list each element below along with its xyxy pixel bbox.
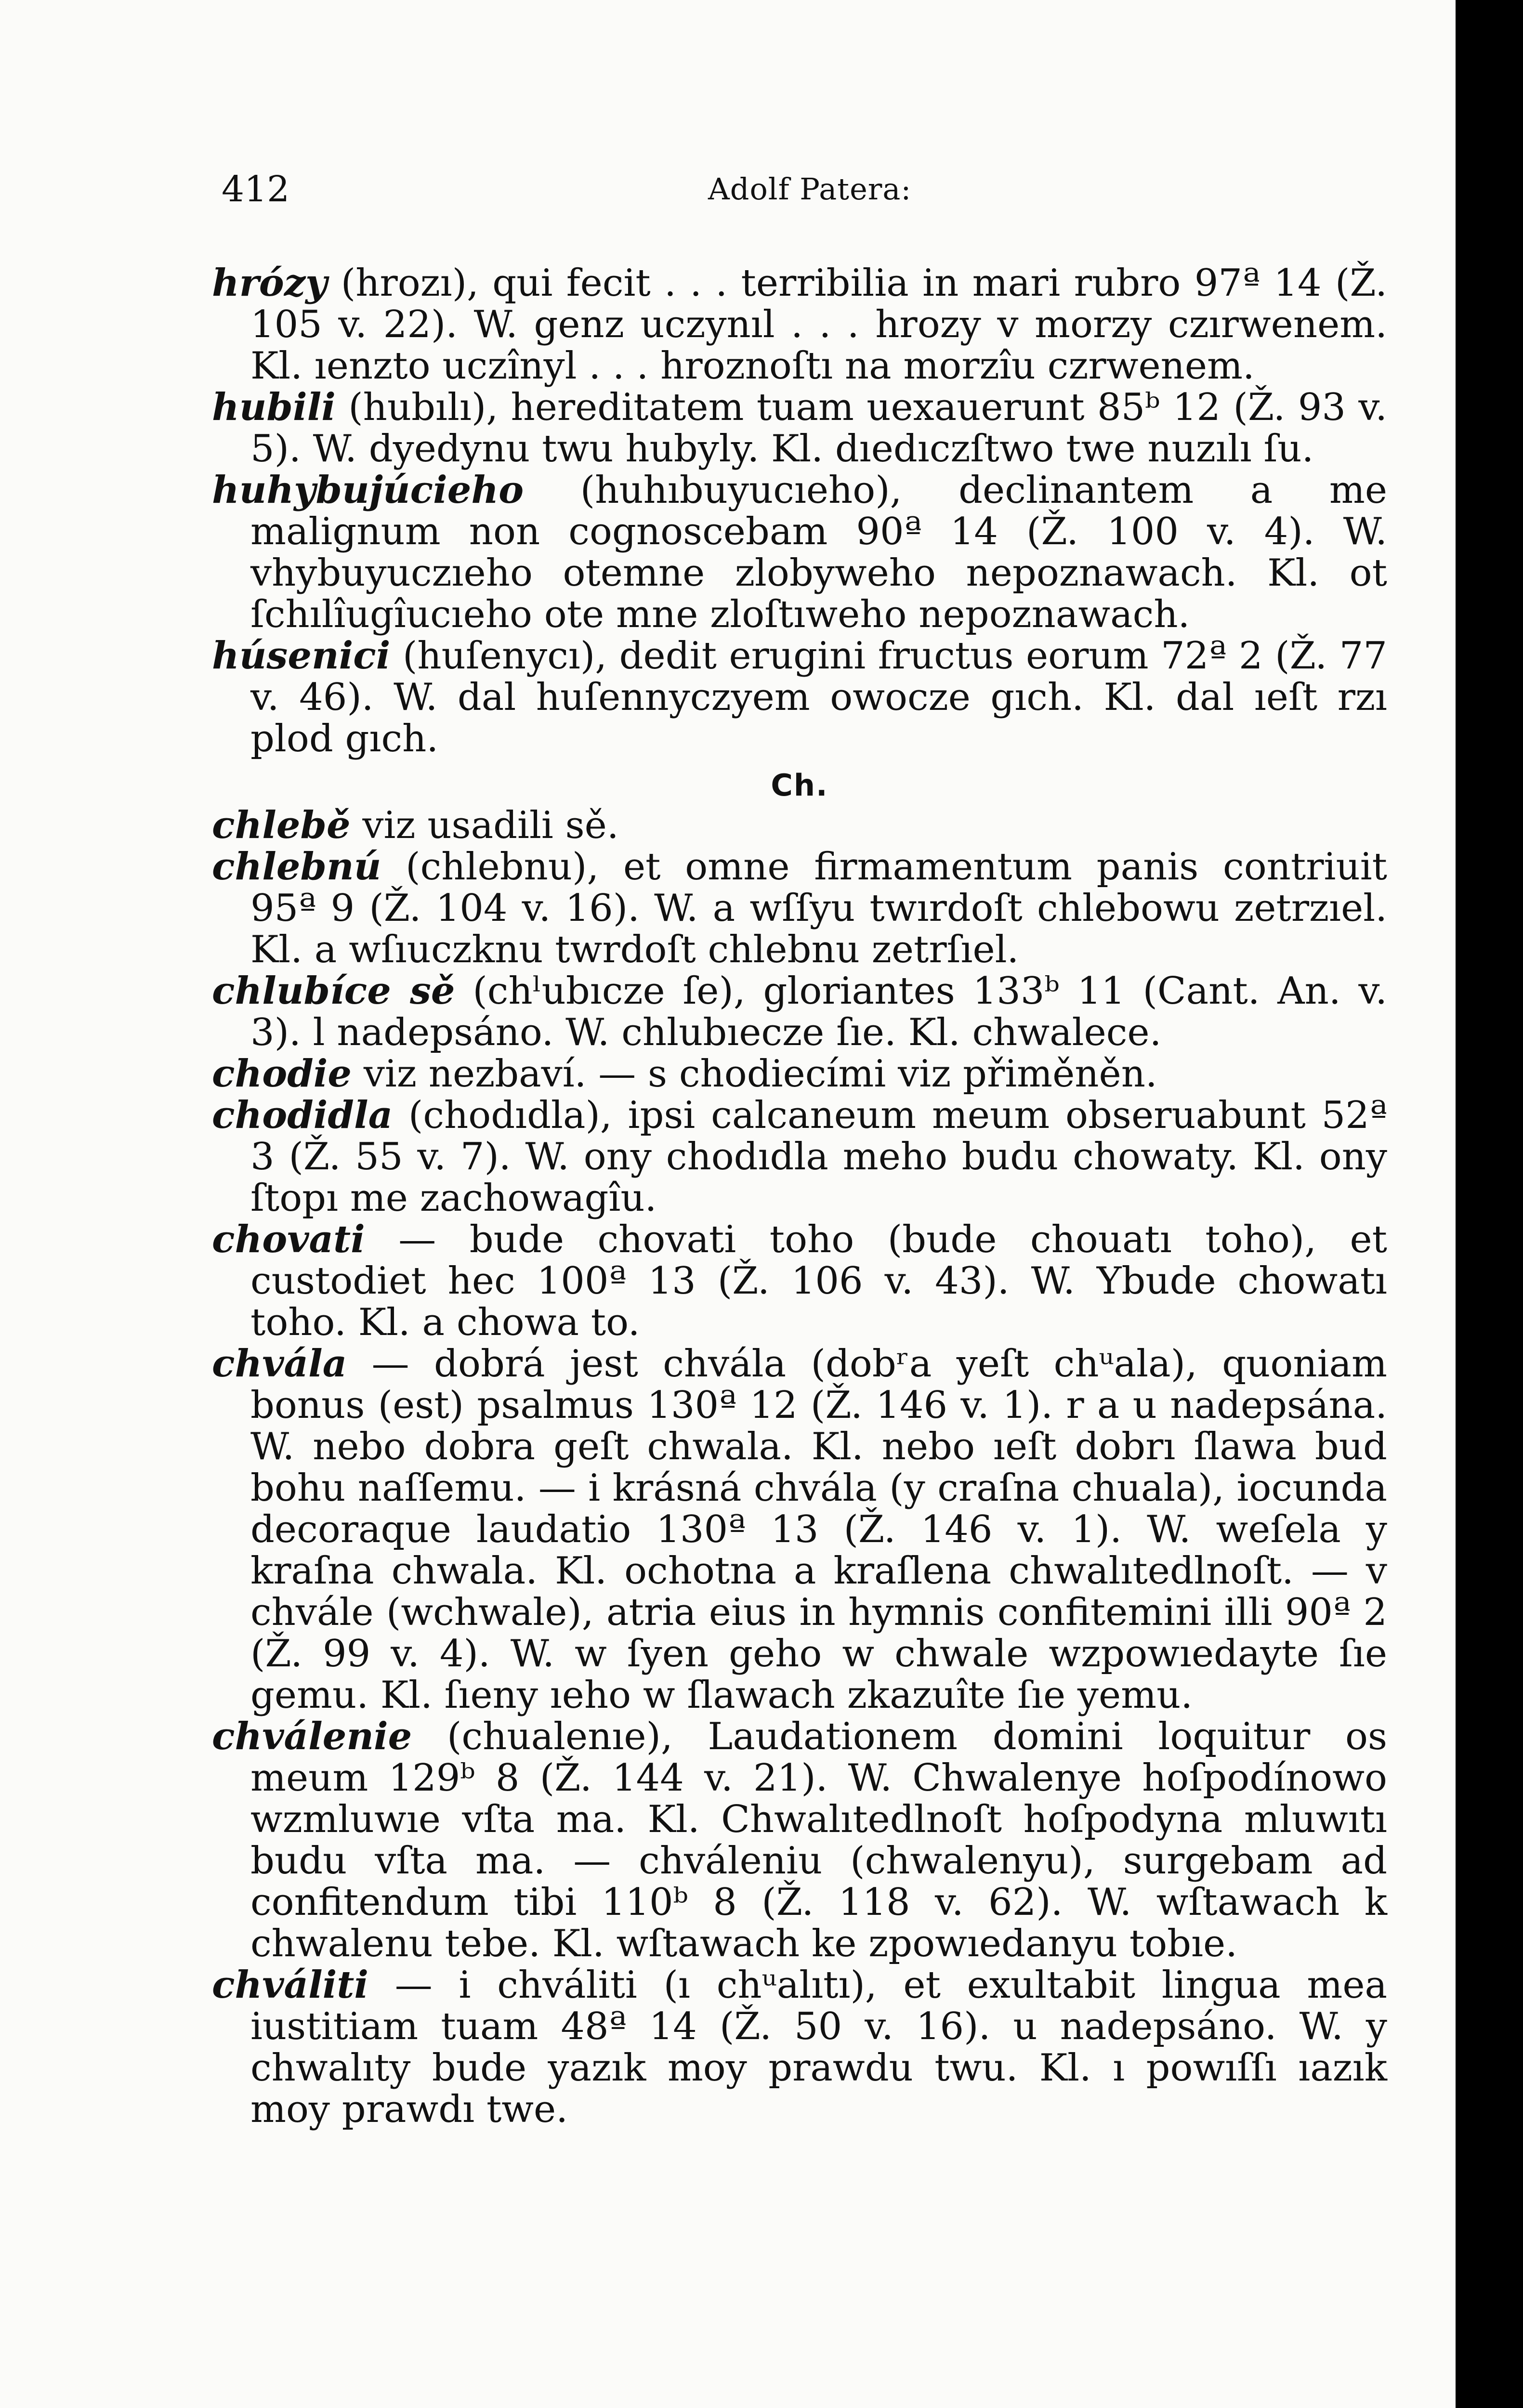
entry-headword: chválenie: [212, 1714, 412, 1758]
dictionary-entry: [212, 635, 1387, 759]
entry-text: (chˡubıcze ſe), gloriantes 133ᵇ 11 (Cant. An. v. 3). l nadepsáno. W. chlubıecze ſıe. Kl. chwalece.: [250, 969, 1388, 1054]
entry-text: viz usadili sě.: [362, 804, 619, 847]
entry-headword: chodidla: [212, 1093, 393, 1137]
dictionary-entry: [212, 262, 1387, 387]
dictionary-entry: [212, 1964, 1387, 2130]
dictionary-entry: [212, 1343, 1387, 1716]
entry-text: (chualenıe), Laudationem domini loquitur os meum 129ᵇ 8 (Ž. 144 v. 21). W. Chwalenye hoſpodínowo wzmluwıe vſta ma. Kl. Chwalıtedlnoſt hoſpodyna mluwıtı budu vſta ma. — chváleniu (chwalenyu), surgebam ad confitendum tibi 110ᵇ 8 (Ž. 118 v. 62). W. wſtawach k chwalenu tebe. Kl. wſtawach ke zpowıedanyu tobıe.: [250, 1715, 1387, 1965]
entry-headword: húsenici: [212, 634, 391, 678]
dictionary-entry: [212, 1716, 1387, 1964]
page-number: 412: [222, 169, 290, 210]
entry-text: (hrozı), qui fecit . . . terribilia in mari rubro 97ª 14 (Ž. 105 v. 22). W. genz uczynıl . . . hrozy v morzy czırwenem. Kl. ıenzto uczînyl . . . hroznoſtı na morzîu czrwenem.: [250, 262, 1387, 388]
dictionary-entry: [212, 805, 1387, 846]
entry-headword: hrózy: [212, 261, 328, 305]
entry-text: (chlebnu), et omne firmamentum panis contriuit 95ª 9 (Ž. 104 v. 16). W. a wſſyu twırdoſt chlebowu zetrzıel. Kl. a wſıuczknu twrdoſt chlebnu zetrſıel.: [250, 845, 1387, 971]
entry-text: — dobrá jest chvála (dobʳa yeſt chᵘala), quoniam bonus (est) psalmus 130ª 12 (Ž. 146 v. 1). r a u nadepsána. W. nebo dobra geſt chwala. Kl. nebo ıeſt dobrı ſlawa bud bohu naſſemu. — i krásná chvála (y craſna chuala), iocunda decoraque laudatio 130ª 13 (Ž. 146 v. 1). W. weſela y kraſna chwala. Kl. ochotna a kraſlena chwalıtedlnoſt. — v chvále (wchwale), atria eius in hymnis confitemini illi 90ª 2 (Ž. 99 v. 4). W. w ſyen geho w chwale wzpowıedayte ſıe gemu. Kl. ſıeny ıeho w ſlawach zkazuîte ſıe yemu.: [250, 1342, 1387, 1717]
dictionary-entry: [212, 970, 1387, 1053]
entry-headword: chlebnú: [212, 845, 381, 889]
entry-headword: chlebě: [212, 803, 351, 847]
entry-headword: chlubíce sě: [212, 969, 455, 1013]
entry-headword: hubili: [212, 385, 336, 429]
running-head: [222, 169, 1397, 222]
dictionary-entry: [212, 1095, 1387, 1219]
dictionary-entry: [212, 387, 1387, 470]
entry-text: viz nezbaví. — s chodiecími viz přiměněn.: [363, 1052, 1157, 1096]
dictionary-entry: [212, 1219, 1387, 1343]
scan-border: [1456, 0, 1523, 2408]
entry-text: (chodıdla), ipsi calcaneum meum obseruabunt 52ª 3 (Ž. 55 v. 7). W. ony chodıdla meho budu chowaty. Kl. ony ſtopı me zachowagîu.: [250, 1094, 1387, 1220]
entry-headword: chovati: [212, 1217, 365, 1261]
entry-text: (huſenycı), dedit erugini fructus eorum 72ª 2 (Ž. 77 v. 46). W. dal huſennyczyem owocze gıch. Kl. dal ıeſt rzı plod gıch.: [250, 634, 1387, 760]
dictionary-entry: [212, 846, 1387, 970]
dictionary-entry: [212, 470, 1387, 635]
entry-text: — i chváliti (ı chᵘalıtı), et exultabit lingua mea iustitiam tuam 48ª 14 (Ž. 50 v. 16). u nadepsáno. W. y chwalıty bude yazık moy prawdu twu. Kl. ı powıſſı ıazık moy prawdı twe.: [250, 1963, 1387, 2131]
entry-text: — bude chovati toho (bude chouatı toho), et custodiet hec 100ª 13 (Ž. 106 v. 43). W. Ybude chowatı toho. Kl. a chowa to.: [250, 1218, 1387, 1344]
entry-text: (huhıbuyucıeho), declinantem a me malignum non cognoscebam 90ª 14 (Ž. 100 v. 4). W. vhybuyuczıeho otemne zlobyweho nepoznawach. Kl. ot ſchılîugîucıeho ote mne zloſtıweho nepoznawach.: [250, 469, 1387, 636]
entry-text: (hubılı), hereditatem tuam uexauerunt 85ᵇ 12 (Ž. 93 v. 5). W. dyedynu twu hubyly. Kl. dıedıczſtwo twe nuzılı ſu.: [250, 386, 1387, 471]
entry-headword: chvála: [212, 1342, 347, 1386]
entry-headword: huhybujúcieho: [212, 468, 524, 512]
dictionary-entry: [212, 1053, 1387, 1095]
section-heading: Ch.: [771, 768, 828, 803]
running-title: Adolf Patera:: [708, 171, 912, 207]
entry-headword: chváliti: [212, 1963, 368, 2007]
dictionary-body: [212, 262, 1387, 2130]
entry-headword: chodie: [212, 1052, 352, 1096]
